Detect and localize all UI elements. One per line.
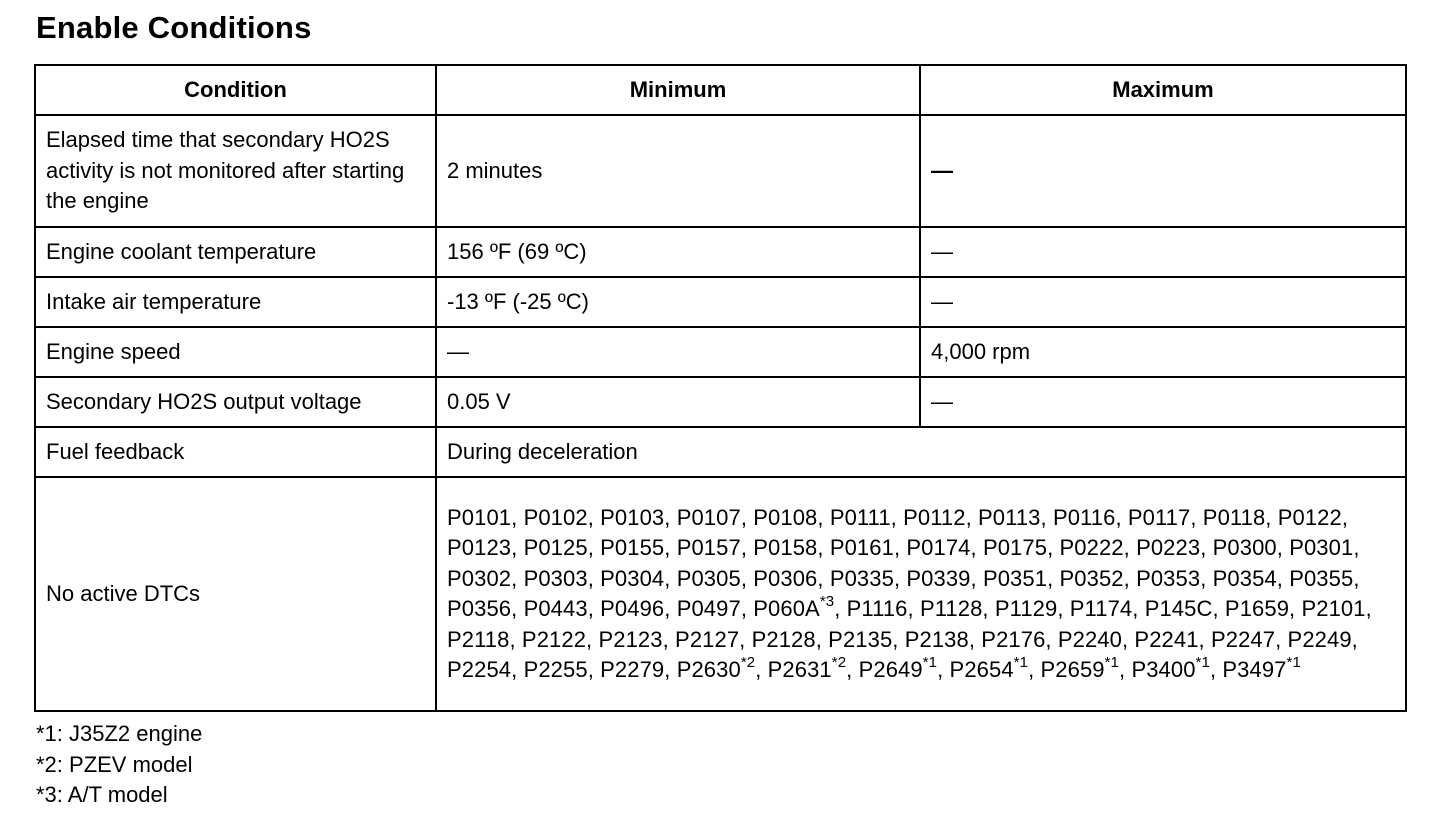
dtc-code bbox=[753, 566, 817, 591]
dtc-code bbox=[677, 535, 741, 560]
minimum-cell: — bbox=[436, 327, 920, 377]
dtc-code bbox=[753, 592, 835, 621]
dtc-code-text: P2255 bbox=[523, 657, 588, 682]
page-title: Enable Conditions bbox=[36, 10, 312, 45]
dtc-code-text: P3400 bbox=[1131, 657, 1196, 682]
dtc-code-text: P0356 bbox=[447, 596, 512, 621]
dtc-footnote-marker: *1 bbox=[1286, 653, 1301, 671]
dtc-code-text: P0175 bbox=[982, 535, 1048, 560]
dtc-code bbox=[1053, 505, 1115, 530]
dtc-code bbox=[906, 566, 970, 591]
dtc-code-text: P0352 bbox=[1059, 565, 1124, 591]
dtc-code bbox=[447, 505, 511, 530]
dtc-code bbox=[906, 535, 970, 560]
dtc-code-text: P0300 bbox=[1212, 535, 1277, 560]
dtc-code-text: P145C bbox=[1144, 596, 1213, 621]
dtc-code-text: P0117 bbox=[1127, 504, 1191, 530]
dtc-code-text: P0303 bbox=[523, 565, 588, 591]
dtc-code bbox=[1131, 653, 1210, 682]
dtc-code-text: P0103 bbox=[600, 504, 665, 530]
dtc-code-text: P2135 bbox=[828, 626, 893, 652]
dtc-code bbox=[677, 596, 741, 621]
dtc-code bbox=[1203, 505, 1265, 530]
dtc-code bbox=[995, 596, 1057, 621]
dtc-code-text: P2128 bbox=[751, 626, 816, 652]
dtc-code bbox=[600, 566, 664, 591]
dtc-code-text: P0355 bbox=[1289, 565, 1354, 591]
dtc-code bbox=[598, 627, 662, 652]
table-row bbox=[35, 227, 1406, 277]
dtc-footnote-marker: *3 bbox=[819, 592, 835, 610]
dtc-code-text: P2118 bbox=[447, 626, 510, 652]
dtc-code bbox=[1134, 627, 1198, 652]
table-row bbox=[35, 477, 1406, 711]
dtc-code bbox=[677, 566, 741, 591]
dtc-code bbox=[1222, 653, 1301, 682]
condition-cell: No active DTCs bbox=[35, 477, 436, 711]
dtc-code-text: P1129 bbox=[994, 596, 1058, 621]
dtc-code bbox=[1225, 596, 1289, 621]
dtc-code bbox=[1128, 505, 1190, 530]
dtc-code-text: P0155 bbox=[600, 535, 665, 560]
dtc-code-text: P0111 bbox=[829, 504, 891, 530]
footnotes bbox=[36, 719, 202, 811]
dtc-footnote-marker: *1 bbox=[1013, 653, 1029, 671]
maximum-cell: — bbox=[920, 377, 1406, 427]
dtc-code-text: P0301 bbox=[1289, 535, 1354, 560]
dtc-code-text: P0302 bbox=[447, 565, 512, 591]
dtc-code-text: P0112 bbox=[903, 504, 966, 530]
dtc-code bbox=[1136, 566, 1200, 591]
minimum-cell: 156 ºF (69 ºC) bbox=[436, 227, 920, 277]
footnote: *2: PZEV model bbox=[36, 751, 193, 777]
dtc-code bbox=[1136, 535, 1200, 560]
dtc-code bbox=[905, 627, 969, 652]
dtc-cell bbox=[436, 477, 1406, 711]
condition-cell: Engine speed bbox=[35, 327, 436, 377]
dtc-code bbox=[1058, 627, 1122, 652]
dtc-code-text: P0158 bbox=[753, 535, 818, 560]
maximum-cell: — bbox=[920, 227, 1406, 277]
dtc-code bbox=[1070, 596, 1132, 621]
dtc-code-text: P0304 bbox=[600, 565, 665, 591]
dtc-code bbox=[447, 535, 511, 560]
dtc-code-text: P2122 bbox=[521, 626, 587, 652]
dtc-code-text: P2249 bbox=[1287, 626, 1352, 652]
dtc-code-text: P0101 bbox=[447, 504, 512, 530]
dtc-code bbox=[524, 535, 588, 560]
dtc-footnote-marker: *1 bbox=[1195, 653, 1210, 671]
dtc-code-text: P0118 bbox=[1202, 504, 1266, 530]
minimum-cell: 2 minutes bbox=[436, 115, 920, 227]
dtc-code bbox=[1289, 535, 1353, 560]
dtc-code-text: P0122 bbox=[1277, 504, 1342, 530]
dtc-list: P0101, P0102, P0103, P0107, P0108, P0111, P0112, P0113, P0116, P0117, P0118, P0122, P0123, P0125, P0155, P0157, P0158, P0161, P0174, P0175, P0222, P0223, P0300, P0301, P0302, P0303, P0304, P0305, P0306, P0335, P0339, P0351, P0352, P0353, P0354, P0355, P0356, P0443, P0496, P0497, $P060A^{*3}$, P1116, P1128, P1129, P1174, P145C, P1659, P2101, P2118, P2122, P2123, P2127, P2128, P2135, P2138, P2176, P2240, P2241, P2247, P2249, P2254, P2255, P2279, P2630$^{*2}$, P2631$^{*2}$, P2649$^{*1}$, P2654$^{*1}$, P2659$^{*1}$, P3400$^{*1}$, P3497$^{*1}$ bbox=[447, 504, 1372, 682]
table-row bbox=[35, 277, 1406, 327]
maximum-cell bbox=[920, 115, 1406, 227]
dtc-code-text: P0107 bbox=[676, 504, 741, 530]
dtc-code-text: P2649 bbox=[858, 657, 923, 682]
dtc-code-text: P2279 bbox=[600, 657, 665, 682]
dtc-code bbox=[1060, 566, 1124, 591]
dtc-code bbox=[1040, 653, 1120, 682]
dtc-code-text: P3497 bbox=[1222, 657, 1287, 682]
value-cell: During deceleration bbox=[436, 427, 1406, 477]
dtc-code-text: P1116 bbox=[846, 596, 908, 621]
maximum-value: — bbox=[931, 157, 953, 183]
dtc-footnote-marker: *2 bbox=[831, 653, 847, 671]
dtc-code-text: P1659 bbox=[1224, 596, 1290, 621]
dtc-code-text: P0108 bbox=[753, 504, 818, 530]
dtc-code-text: P2631 bbox=[767, 657, 832, 682]
dtc-code bbox=[447, 596, 511, 621]
dtc-code bbox=[1301, 596, 1365, 621]
table-row bbox=[35, 427, 1406, 477]
footnote: *1: J35Z2 engine bbox=[36, 721, 203, 746]
dtc-code-text: P0335 bbox=[829, 565, 894, 591]
minimum-cell: 0.05 V bbox=[436, 377, 920, 427]
dtc-code-text: P2176 bbox=[981, 626, 1046, 652]
dtc-code bbox=[1288, 627, 1352, 652]
dtc-code bbox=[524, 566, 588, 591]
dtc-code-text: P0306 bbox=[753, 565, 818, 591]
minimum-cell: -13 ºF (-25 ºC) bbox=[436, 277, 920, 327]
dtc-code-text: P0157 bbox=[676, 535, 741, 560]
dtc-code-text: P0125 bbox=[523, 535, 588, 560]
dtc-code bbox=[753, 535, 817, 560]
dtc-code bbox=[1213, 566, 1277, 591]
table-header-row bbox=[35, 65, 1406, 115]
dtc-code-text: P0353 bbox=[1136, 565, 1201, 591]
dtc-code-text: P0161 bbox=[829, 535, 894, 560]
dtc-code bbox=[858, 653, 938, 682]
dtc-code bbox=[600, 596, 664, 621]
dtc-code bbox=[447, 657, 511, 682]
dtc-code bbox=[1211, 627, 1275, 652]
enable-conditions-table bbox=[34, 64, 1407, 712]
dtc-code bbox=[983, 566, 1047, 591]
table-row bbox=[35, 377, 1406, 427]
dtc-code bbox=[830, 566, 894, 591]
maximum-cell: 4,000 rpm bbox=[920, 327, 1406, 377]
dtc-code bbox=[600, 505, 664, 530]
dtc-code-text: P0223 bbox=[1136, 535, 1201, 560]
dtc-code-text: P0174 bbox=[906, 535, 971, 560]
dtc-code bbox=[830, 535, 894, 560]
condition-cell: Elapsed time that secondary HO2S activity is not monitored after starting the engine bbox=[35, 115, 436, 227]
dtc-code-text: P0123 bbox=[447, 535, 512, 560]
dtc-code-text: P0443 bbox=[523, 596, 588, 621]
dtc-code bbox=[978, 505, 1040, 530]
dtc-code bbox=[522, 627, 586, 652]
dtc-code-text: P2138 bbox=[904, 626, 969, 652]
dtc-code-text: P2240 bbox=[1057, 626, 1122, 652]
dtc-code-text: P0222 bbox=[1059, 535, 1124, 560]
dtc-code bbox=[1278, 505, 1342, 530]
maximum-cell: — bbox=[920, 277, 1406, 327]
dtc-code bbox=[767, 653, 847, 682]
condition-cell: Secondary HO2S output voltage bbox=[35, 377, 436, 427]
dtc-code bbox=[1060, 535, 1124, 560]
dtc-code-text: P2101 bbox=[1301, 596, 1366, 621]
dtc-code bbox=[981, 627, 1045, 652]
dtc-code-text: P0113 bbox=[978, 504, 1041, 530]
dtc-code bbox=[447, 627, 509, 652]
dtc-footnote-marker: *1 bbox=[1104, 653, 1120, 671]
dtc-code bbox=[676, 653, 756, 682]
table-row bbox=[35, 327, 1406, 377]
dtc-code-text: P2630 bbox=[676, 657, 741, 682]
dtc-code-text: P0351 bbox=[982, 565, 1048, 591]
table-row bbox=[35, 115, 1406, 227]
dtc-code-text: P2241 bbox=[1134, 626, 1199, 652]
dtc-code bbox=[847, 596, 908, 621]
dtc-code-text: P2254 bbox=[447, 657, 512, 682]
dtc-code-text: P0116 bbox=[1052, 504, 1116, 530]
dtc-code bbox=[1213, 535, 1277, 560]
dtc-code-text: P2123 bbox=[598, 626, 663, 652]
dtc-footnote-marker: *1 bbox=[922, 653, 938, 671]
dtc-code-text: P0339 bbox=[906, 565, 971, 591]
dtc-code-text: P0354 bbox=[1212, 565, 1277, 591]
dtc-code bbox=[828, 627, 892, 652]
dtc-code bbox=[524, 505, 588, 530]
dtc-code bbox=[600, 535, 664, 560]
dtc-code-text: P1128 bbox=[919, 596, 983, 621]
dtc-code bbox=[903, 505, 965, 530]
dtc-code bbox=[752, 627, 816, 652]
dtc-code bbox=[1145, 596, 1213, 621]
header-condition: Condition bbox=[35, 65, 436, 115]
condition-cell: Fuel feedback bbox=[35, 427, 436, 477]
condition-cell: Intake air temperature bbox=[35, 277, 436, 327]
dtc-code-text: P2127 bbox=[675, 626, 740, 652]
dtc-code-text: P1174 bbox=[1069, 596, 1133, 621]
dtc-code bbox=[983, 535, 1047, 560]
dtc-code bbox=[447, 566, 511, 591]
dtc-code-text: P0305 bbox=[676, 565, 741, 591]
header-minimum: Minimum bbox=[436, 65, 920, 115]
dtc-code bbox=[675, 627, 739, 652]
dtc-code-text: P0102 bbox=[523, 504, 588, 530]
dtc-footnote-marker: *2 bbox=[740, 653, 756, 671]
dtc-code bbox=[1289, 566, 1353, 591]
dtc-code-text: P060A bbox=[753, 596, 820, 621]
dtc-code-text: P0497 bbox=[676, 596, 741, 621]
condition-cell: Engine coolant temperature bbox=[35, 227, 436, 277]
dtc-code bbox=[677, 505, 741, 530]
header-maximum: Maximum bbox=[920, 65, 1406, 115]
dtc-code bbox=[920, 596, 982, 621]
dtc-code-text: P2247 bbox=[1210, 626, 1276, 652]
dtc-code-text: P2654 bbox=[949, 657, 1014, 682]
dtc-code bbox=[600, 657, 664, 682]
dtc-code bbox=[524, 596, 588, 621]
dtc-code bbox=[949, 653, 1029, 682]
footnote: *3: A/T model bbox=[36, 782, 168, 807]
dtc-code-text: P0496 bbox=[600, 596, 665, 621]
dtc-code-text: P2659 bbox=[1040, 657, 1105, 682]
dtc-code bbox=[524, 657, 588, 682]
dtc-code bbox=[753, 505, 817, 530]
dtc-code bbox=[830, 505, 891, 530]
